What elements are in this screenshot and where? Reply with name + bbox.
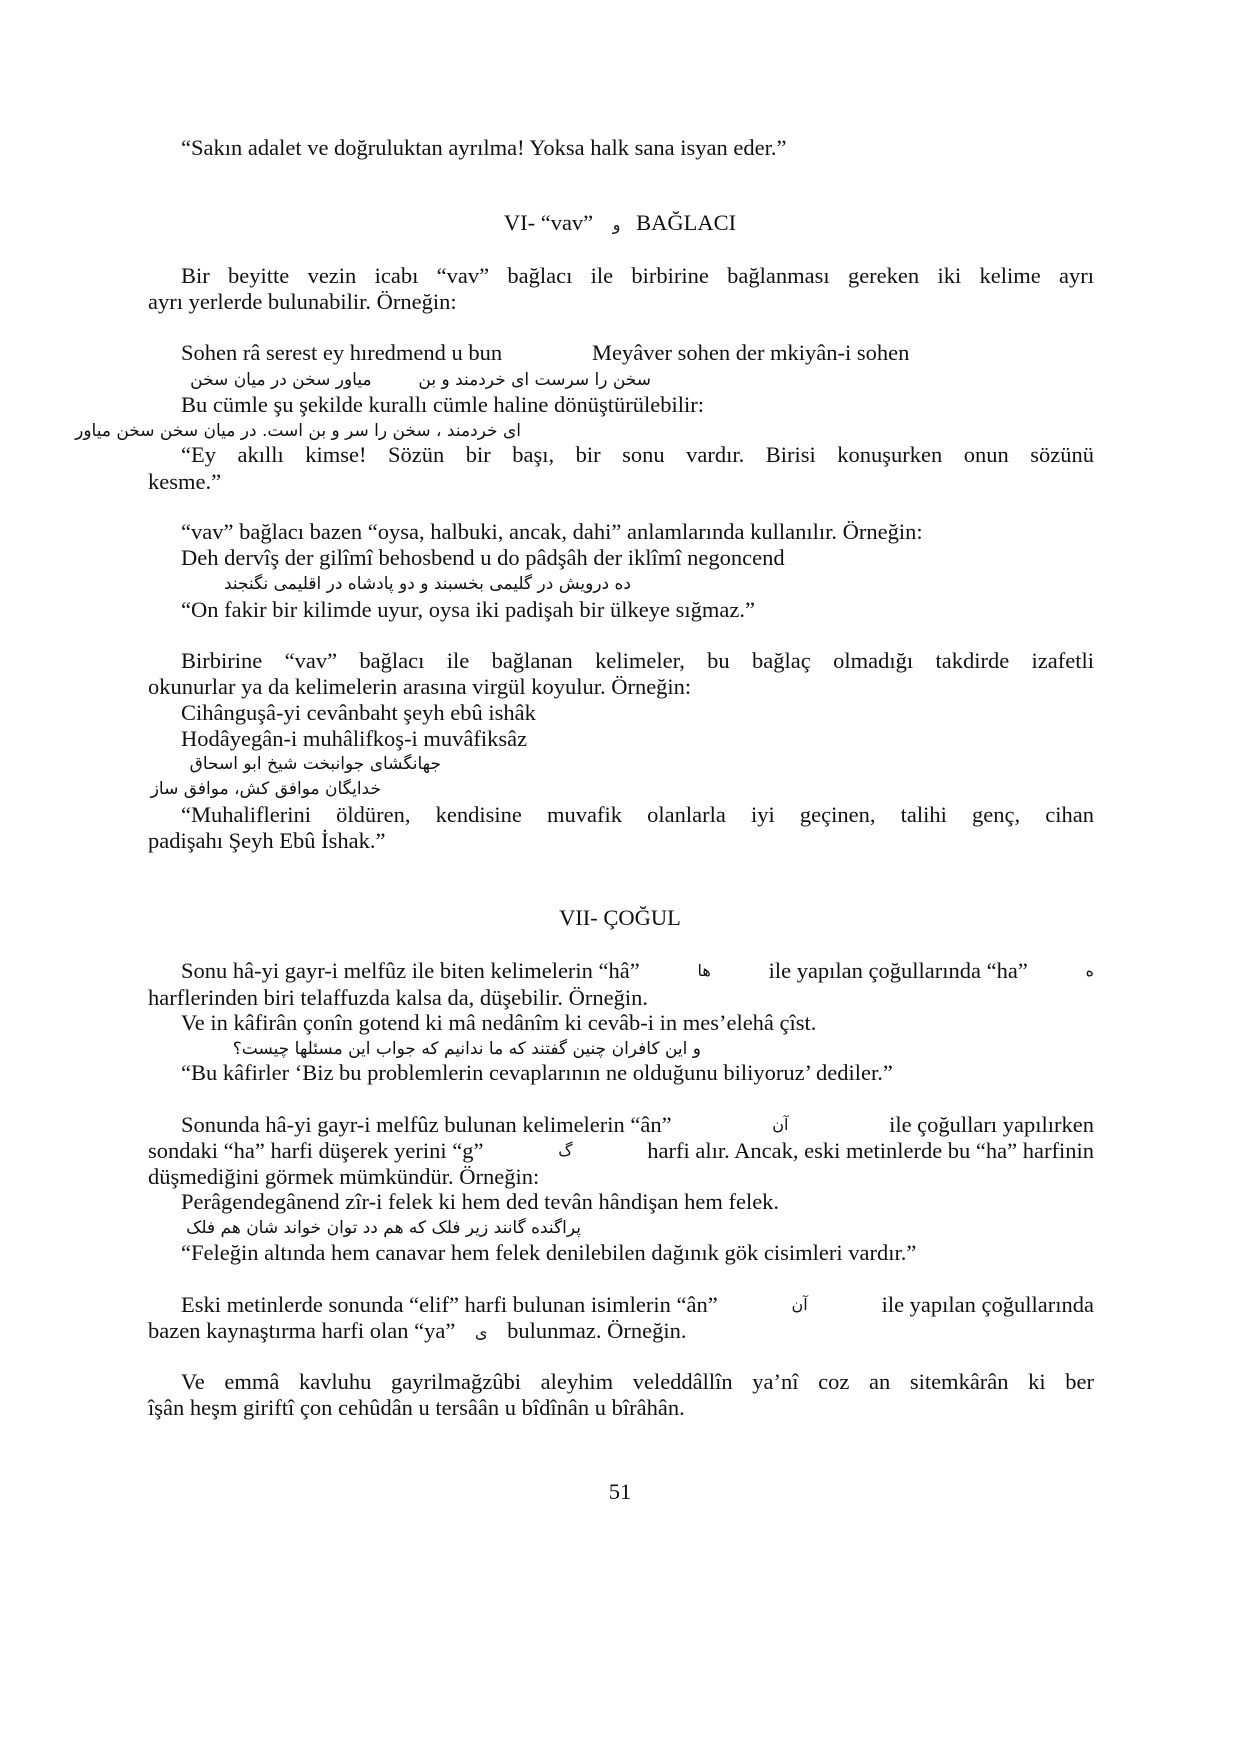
arabic-gaf: گ: [558, 1141, 573, 1160]
paragraph-line: okunurlar ya da kelimelerin arasına virgül koyulur. Örneğin:: [148, 674, 692, 699]
text-run: ile yapılan çoğullarında “ha”: [768, 958, 1028, 983]
arabic-an: آن: [772, 1115, 789, 1134]
paragraph-line: Bir beyitte vezin icabı “vav” bağlacı ile birbirine bağlanması gereken iki kelime ayrı: [181, 263, 1094, 288]
arabic-ya: ی: [474, 1323, 488, 1342]
paragraph-line: [181, 1110, 1094, 1139]
section-heading-vi: [0, 208, 1240, 239]
paragraph-line: düşmediğini görmek mümkündür. Örneğin:: [148, 1164, 540, 1189]
translation-line: “Ey akıllı kimse! Sözün bir başı, bir sonu vardır. Birisi konuşurken onun sözünü: [181, 442, 1094, 467]
translation-line: “On fakir bir kilimde uyur, oysa iki padişah bir ülkeye sığmaz.”: [181, 597, 755, 622]
verse-line: Hodâyegân-i muhâlifkoş-i muvâfiksâz: [181, 726, 528, 751]
text-run: Sonu hâ-yi gayr-i melfûz ile biten kelimelerin “hâ”: [181, 958, 640, 983]
arabic-he: ه: [1085, 961, 1094, 980]
paragraph-line: harflerinden biri telaffuzda kalsa da, düşebilir. Örneğin.: [148, 985, 649, 1010]
verse-arabic: خدایگان موافق کش، موافق ساز: [150, 779, 381, 799]
paragraph-line: Ve emmâ kavluhu gayrilmağzûbi aleyhim veleddâllîn ya’nî coz an sitemkârân ki ber: [181, 1369, 1094, 1394]
verse-right: Meyâver sohen der mkiyân-i sohen: [592, 340, 910, 365]
verse-line: Ve in kâfirân çonîn gotend ki mâ nedânîm ki cevâb-i in mes’elehâ çîst.: [181, 1010, 817, 1035]
paragraph-line: [181, 956, 1094, 985]
text-run: bazen kaynaştırma harfi olan “ya”: [148, 1318, 456, 1343]
rule-arabic: ای خردمند ، سخن را سر و بن است. در میان سخن سخن میاور: [75, 421, 521, 441]
rule-line: Bu cümle şu şekilde kurallı cümle haline dönüştürülebilir:: [181, 392, 705, 417]
paragraph-line: ayrı yerlerde bulunabilir. Örneğin:: [148, 289, 457, 314]
verse-arabic: و این کافران چنین گفتند که ما ندانیم که جواب این مسئلها چیست؟: [232, 1039, 701, 1059]
verse-arabic-a: سخن را سرست ای خردمند و بن: [418, 370, 651, 390]
arabic-an: آن: [791, 1295, 808, 1314]
heading-arabic-letter: و: [612, 215, 621, 234]
page-number: 51: [608, 1479, 632, 1504]
heading-post: BAĞLACI: [636, 210, 737, 235]
text-run: ile yapılan çoğullarında: [881, 1292, 1094, 1317]
section-heading-vii: VII- ÇOĞUL: [559, 905, 681, 930]
verse-arabic: ده درویش در گلیمی بخسبند و دو پادشاه در اقلیمی نگنجند: [223, 574, 631, 594]
paragraph-line: [148, 1316, 686, 1347]
verse-arabic: پراگنده گانند زیر فلک که هم دد توان خواند شان هم فلک: [186, 1218, 581, 1238]
text-run: ile çoğulları yapılırken: [889, 1112, 1094, 1137]
top-quote: “Sakın adalet ve doğruluktan ayrılma! Yoksa halk sana isyan eder.”: [181, 135, 787, 160]
text-run: bulunmaz. Örneğin.: [507, 1318, 687, 1343]
text-run: Sonunda hâ-yi gayr-i melfûz bulunan kelimelerin “ân”: [181, 1112, 672, 1137]
text-run: Eski metinlerde sonunda “elif” harfi bulunan isimlerin “ân”: [181, 1292, 718, 1317]
paragraph-line: Birbirine “vav” bağlacı ile bağlanan kelimeler, bu bağlaç olmadığı takdirde izafetli: [181, 648, 1094, 673]
text-run: harfi alır. Ancak, eski metinlerde bu “ha” harfinin: [647, 1138, 1094, 1163]
paragraph-line: îşân heşm giriftî çon cehûdân u tersâân u bîdînân u bîrâhân.: [148, 1395, 685, 1420]
paragraph-line: [148, 1136, 1094, 1165]
verse-arabic-b: میاور سخن در میان سخن: [190, 370, 372, 390]
translation-line: padişahı Şeyh Ebû İshak.”: [148, 828, 386, 853]
text-run: sondaki “ha” harfi düşerek yerini “g”: [148, 1138, 484, 1163]
translation-line: kesme.”: [148, 469, 222, 494]
paragraph-line: “vav” bağlacı bazen “oysa, halbuki, ancak, dahi” anlamlarında kullanılır. Örneğin:: [181, 519, 923, 544]
translation-line: “Feleğin altında hem canavar hem felek denilebilen dağınık gök cisimleri vardır.”: [181, 1240, 917, 1265]
heading-pre: VI- “vav”: [503, 210, 594, 235]
verse-left: Sohen râ serest ey hıredmend u bun: [181, 340, 503, 365]
translation-line: “Muhaliflerini öldüren, kendisine muvafik olanlarla iyi geçinen, talihi genç, cihan: [181, 802, 1094, 827]
verse-line: Perâgendegânend zîr-i felek ki hem ded tevân hândişan hem felek.: [181, 1189, 780, 1214]
paragraph-line: [181, 1290, 1094, 1319]
verse-line: Deh dervîş der gilîmî behosbend u do pâdşâh der iklîmî negoncend: [181, 545, 785, 570]
arabic-ha: ها: [697, 961, 711, 980]
translation-line: “Bu kâfirler ‘Biz bu problemlerin cevaplarının ne olduğunu biliyoruz’ dediler.”: [181, 1060, 893, 1085]
verse-line: Cihânguşâ-yi cevânbaht şeyh ebû ishâk: [181, 700, 536, 725]
verse-arabic: جهانگشای جوانبخت شیخ ابو اسحاق: [189, 754, 441, 774]
